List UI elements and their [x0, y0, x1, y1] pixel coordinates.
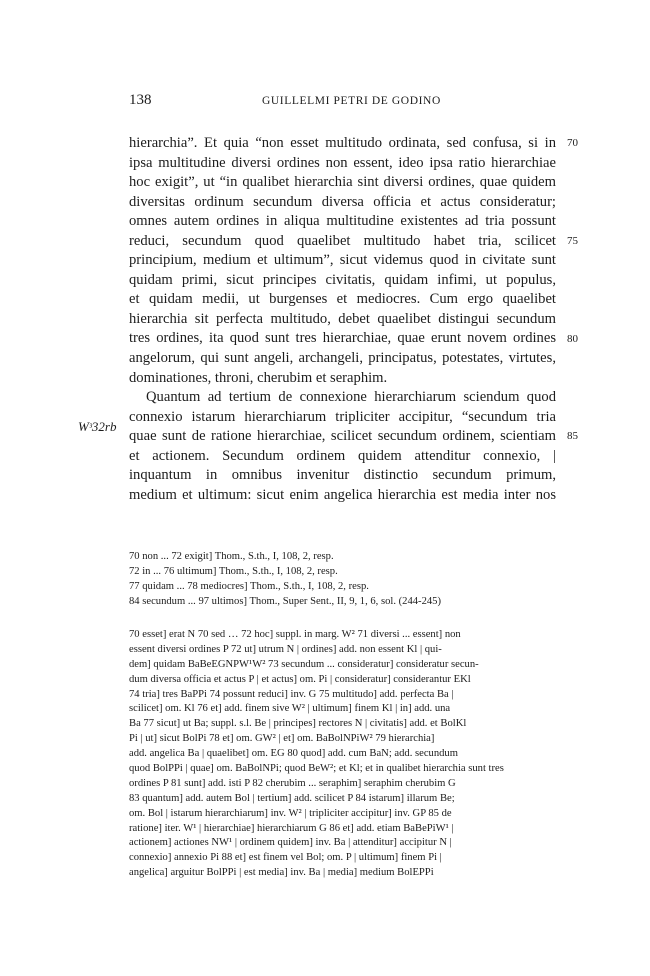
apparatus-line: om. Bol | istarum hierarchiarum] inv. W² | tripliciter accipitur] inv. GP 85 de [129, 807, 452, 819]
line-number: 75 [567, 234, 578, 247]
source-note: 70 non ... 72 exigit] Thom., S.th., I, 108, 2, resp. [129, 551, 334, 562]
apparatus-line: essent diversi ordines P 72 ut] utrum N | ordines] add. non essent Kl | qui- [129, 643, 442, 655]
main-text-line: omnes autem ordines in aliqua multitudine existentes ad tria possunt [129, 213, 556, 230]
main-text-line: angelorum, qui sunt angeli, archangeli, principatus, potestates, virtutes, [129, 350, 556, 367]
apparatus-line: add. angelica Ba | quaelibet] om. EG 80 quod] add. cum BaN; add. secundum [129, 748, 458, 760]
apparatus-line: actionem] actiones NW¹ | ordinem quidem] inv. Ba | attenditur] accipitur N | [129, 837, 452, 849]
apparatus-line: scilicet] om. Kl 76 et] add. finem sive W² | ultimum] finem Kl | in] add. una [129, 703, 451, 715]
main-text-line: principium, medium et ultimum”, sicut videmus quod in civitate sunt [129, 252, 556, 269]
apparatus-line: dem] quidam BaBeEGNPW¹W² 73 secundum ... consideratur] consideratur secun- [129, 658, 479, 670]
main-text-line: quidam primi, sicut principes civitatis, quidam infimi, ut populus, [129, 271, 556, 288]
source-note: 77 quidam ... 78 mediocres] Thom., S.th., I, 108, 2, resp. [129, 581, 369, 592]
main-text-line: medium et ultimum: sicut enim angelica hierarchia est media inter nos [129, 486, 556, 503]
main-text-line: ipsa multitudine diversi ordines non essent, ideo ipsa ratio hierarchiae [129, 154, 556, 171]
main-text-line: et actionem. Secundum ordinem quidem attenditur connexio, | [129, 447, 556, 464]
line-number: 80 [567, 332, 578, 345]
apparatus-line: quod BolPPi | quae] om. BaBolNPi; quod BeW²; et Kl; et in qualibet hierarchia sunt tres [129, 763, 504, 775]
apparatus-line: connexio] annexio Pi 88 et] est finem vel Bol; om. P | ultimum] finem Pi | [129, 852, 442, 864]
apparatus-line: Pi | ut] sicut BolPi 78 et] om. GW² | et] om. BaBolNPiW² 79 hierarchia] [129, 733, 435, 745]
running-title: GUILLELMI PETRI DE GODINO [262, 95, 441, 107]
main-text-line: et quidam medii, ut burgenses et mediocres. Cum ergo quaelibet [129, 291, 556, 308]
folio-marker: Wᵌ32rb [78, 419, 117, 434]
apparatus-line: 70 esset] erat N 70 sed … 72 hoc] suppl. in marg. W² 71 diversi ... essent] non [129, 629, 461, 640]
main-text-line: hierarchia sit perfecta multitudo, debet quaelibet distingui secundum [129, 310, 556, 327]
main-text-line: dominationes, throni, cherubim et seraphim. [129, 369, 388, 386]
apparatus-line: dum diversa officia et actus P | et actus] om. Pi | consideratur] considerantur EKl [129, 673, 471, 685]
main-text-line: hierarchia”. Et quia “non esset multitudo ordinata, sed confusa, si in [129, 135, 556, 151]
main-text-line: hoc exigit”, ut “in qualibet hierarchia sint diversi ordines, quae quidem [129, 174, 556, 191]
critical-apparatus [129, 628, 558, 881]
main-text-line: quae sunt de ratione hierarchiae, scilicet secundum ordinem, scientiam [129, 428, 556, 445]
apparatus-line: angelica] arguitur BolPPi | est media] inv. Ba | media] medium BolEPPi [129, 867, 434, 879]
apparatus-line: Ba 77 sicut] ut Ba; suppl. s.l. Be | principes] rectores N | civitatis] add. et BolKl [129, 718, 467, 730]
main-text-line: connexio istarum hierarchiarum tripliciter accipitur, “secundum tria [129, 408, 556, 425]
source-note: 72 in ... 76 ultimum] Thom., S.th., I, 108, 2, resp. [129, 566, 338, 577]
main-text-line: reduci, secundum quod quaelibet multitudo habet tria, scilicet [129, 232, 556, 249]
line-number: 70 [567, 137, 578, 149]
source-note: 84 secundum ... 97 ultimos] Thom., Super Sent., II, 9, 1, 6, sol. (244-245) [129, 596, 442, 607]
line-number: 85 [567, 430, 578, 443]
apparatus-line: ordines P 81 sunt] add. isti P 82 cherubim ... seraphim] seraphim cherubim G [129, 777, 456, 789]
page-number: 138 [129, 92, 152, 108]
main-text-line: tres ordines, ita quod sunt tres hierarchiae, quae erunt novem ordines [129, 330, 556, 347]
main-text-line: Quantum ad tertium de connexione hierarchiarum sciendum quod [146, 389, 556, 406]
main-text-line: inquantum in omnibus invenitur distinctio secundum primum, [129, 467, 556, 484]
main-text-line: diversitas ordinum secundum diversa officia et actus consideratur; [129, 193, 556, 210]
apparatus-line: 74 tria] tres BaPPi 74 possunt reduci] inv. G 75 multitudo] add. perfecta Ba | [129, 688, 454, 700]
apparatus-line: ratione] iter. W¹ | hierarchiae] hierarchiarum G 86 et] add. etiam BaBePiW¹ | [129, 822, 454, 834]
main-text [129, 134, 556, 505]
apparatus-line: 83 quantum] add. autem Bol | tertium] add. scilicet P 84 istarum] illarum Be; [129, 792, 455, 804]
sources-apparatus [129, 549, 559, 609]
